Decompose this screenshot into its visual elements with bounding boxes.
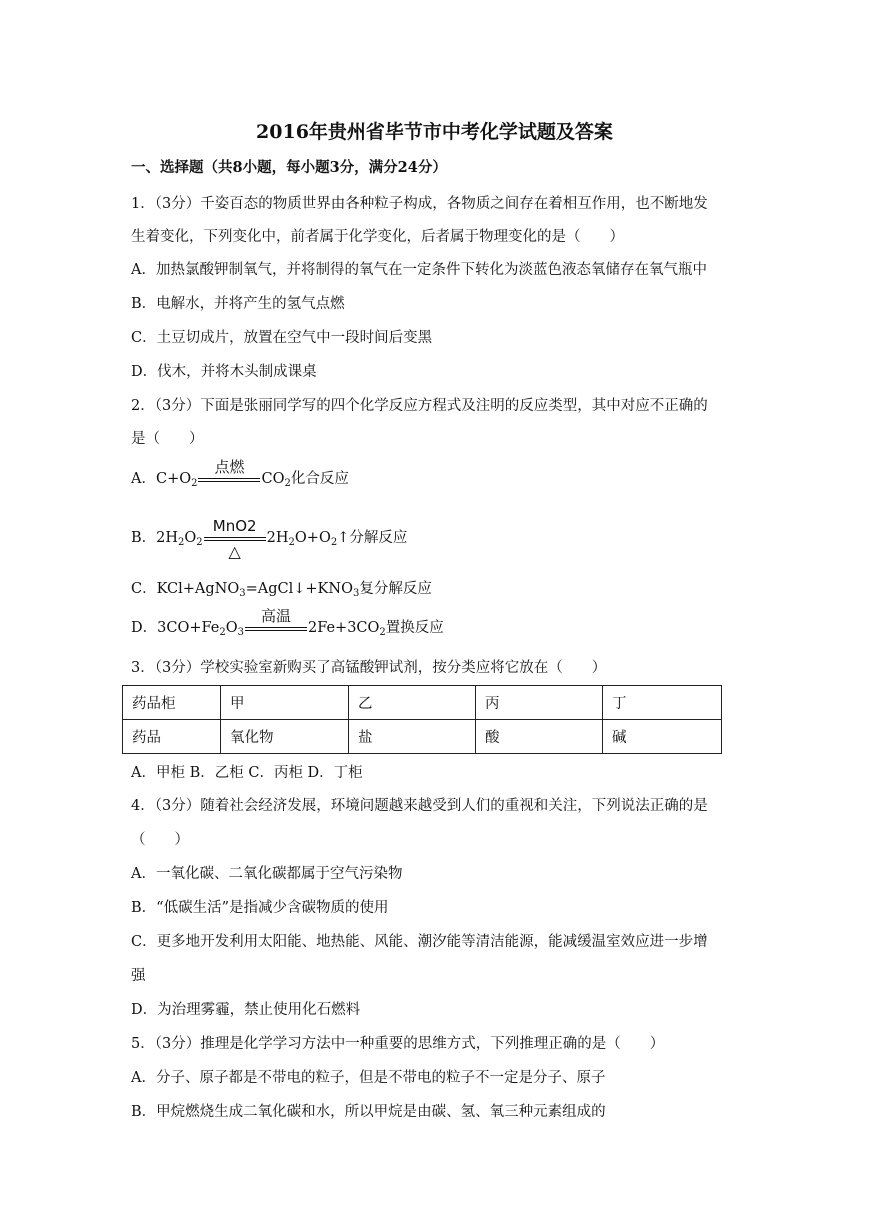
q4-option-b: B．“低碳生活”是指减少含碳物质的使用 (131, 900, 389, 916)
reaction-type: 置换反应 (385, 620, 444, 636)
q4-option-c-line2: 强 (131, 968, 146, 984)
table-cell: 丁 (603, 686, 722, 720)
condition-label: MnO2 (212, 517, 257, 535)
q4-stem-line1: 4．（3分）随着社会经济发展，环境问题越来越受到人们的重视和关注，下列说法正确的是 (131, 798, 708, 814)
q1-option-c: C．土豆切成片，放置在空气中一段时间后变黑 (131, 330, 433, 346)
q1-option-d: D．伐木，并将木头制成课桌 (131, 364, 317, 380)
q1-option-b: B．电解水，并将产生的氢气点燃 (131, 296, 345, 312)
table-cell: 碱 (603, 720, 722, 754)
reaction-condition-arrow (245, 607, 307, 638)
q3-options: A．甲柜 B．乙柜 C．丙柜 D．丁柜 (131, 765, 363, 781)
table-row (123, 720, 722, 754)
q1-stem-line1: 1．（3分）千姿百态的物质世界由各种粒子构成，各物质之间存在着相互作用，也不断地发 (131, 196, 708, 212)
section-heading: 一、选择题（共8小题，每小题3分，满分24分） (131, 159, 447, 176)
q1-stem-line2: 生着变化，下列变化中，前者属于化学变化，后者属于物理变化的是（ ） (131, 229, 624, 245)
table-cell: 氧化物 (221, 720, 349, 754)
reaction-condition-arrow (204, 517, 266, 561)
page-title: 2016年贵州省毕节市中考化学试题及答案 (256, 121, 613, 143)
table-cell: 药品柜 (123, 686, 221, 720)
table-cell: 盐 (349, 720, 476, 754)
q2-option-b: B．$2H_2O_2$ MnO2 △ $2H_2O+O_2↑$分解反应 (131, 517, 408, 561)
q2-stem-line2: 是（ ） (131, 431, 204, 447)
reaction-condition-arrow (198, 458, 260, 489)
table-cell: 乙 (349, 686, 476, 720)
condition-label: 高温 (260, 607, 291, 625)
table-row (123, 686, 722, 720)
q2-stem-line1: 2．（3分）下面是张丽同学写的四个化学反应方程式及注明的反应类型，其中对应不正确的 (131, 398, 708, 414)
cabinet-table (122, 685, 722, 754)
q4-option-a: A．一氧化碳、二氧化碳都属于空气污染物 (131, 866, 403, 882)
q4-option-d: D．为治理雾霾，禁止使用化石燃料 (131, 1002, 361, 1018)
q5-option-a: A．分子、原子都是不带电的粒子，但是不带电的粒子不一定是分子、原子 (131, 1070, 606, 1086)
reaction-type: 分解反应 (349, 530, 408, 546)
q3-stem: 3．（3分）学校实验室新购买了高锰酸钾试剂，按分类应将它放在（ ） (131, 660, 607, 676)
reaction-type: 化合反应 (290, 471, 349, 487)
table-cell: 丙 (476, 686, 603, 720)
reaction-type: 复分解反应 (359, 581, 432, 597)
q2-option-a: A．$C+O_2$ 点燃 $CO_2$化合反应 (131, 458, 349, 489)
q4-option-c-line1: C．更多地开发利用太阳能、地热能、风能、潮汐能等清洁能源，能减缓温室效应进一步增 (131, 934, 708, 950)
table-cell: 甲 (221, 686, 349, 720)
q2-option-d: D．$3CO+Fe_2O_3$ 高温 $2Fe+3CO_2$置换反应 (131, 607, 444, 638)
table-cell: 酸 (476, 720, 603, 754)
table-cell: 药品 (123, 720, 221, 754)
q5-option-b: B．甲烷燃烧生成二氧化碳和水，所以甲烷是由碳、氢、氧三种元素组成的 (131, 1104, 606, 1120)
q1-option-a: A．加热氯酸钾制氧气，并将制得的氧气在一定条件下转化为淡蓝色液态氧储存在氧气瓶中 (131, 262, 707, 278)
q4-stem-line2: （ ） (131, 832, 189, 848)
q2-option-c: C．$KCl+AgNO_3=AgCl↓+KNO_3$复分解反应 (131, 581, 432, 599)
heat-symbol: △ (228, 542, 241, 561)
q5-stem: 5．（3分）推理是化学学习方法中一种重要的思维方式，下列推理正确的是（ ） (131, 1036, 665, 1052)
condition-label: 点燃 (214, 458, 245, 476)
